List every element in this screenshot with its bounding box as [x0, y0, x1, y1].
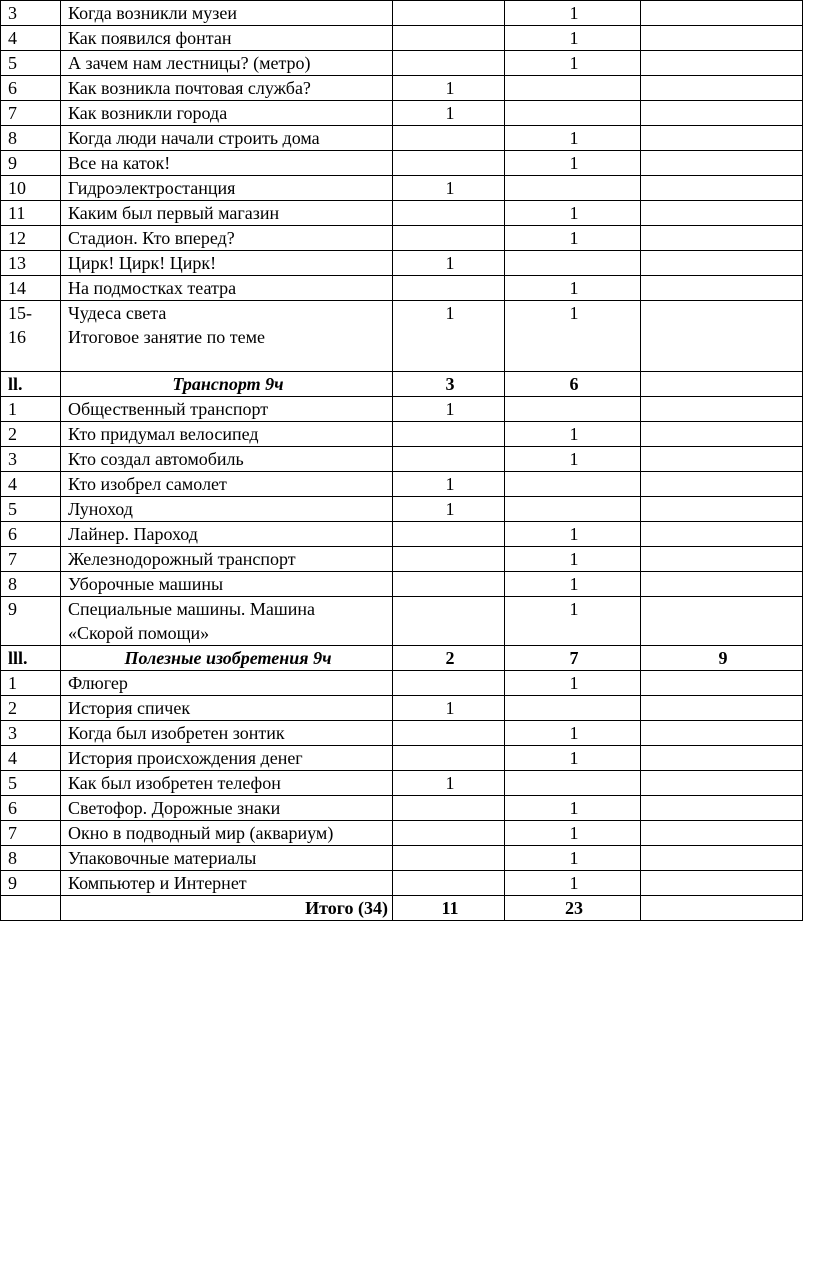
lesson-title: Когда люди начали строить дома: [61, 126, 393, 151]
section-title: Транспорт 9ч: [61, 372, 393, 397]
theory-hours: [393, 846, 505, 871]
lesson-number: 3: [1, 1, 61, 26]
lesson-title: Гидроэлектростанция: [61, 176, 393, 201]
table-row: [1, 547, 803, 572]
lesson-title-line-1: Специальные машины. Машина: [68, 599, 316, 619]
table-row: [1, 721, 803, 746]
lesson-title-line-2: Итоговое занятие по теме: [68, 327, 266, 347]
lesson-title: Кто создал автомобиль: [61, 447, 393, 472]
theory-hours: [393, 201, 505, 226]
lesson-title: Флюгер: [61, 671, 393, 696]
table-row: [1, 472, 803, 497]
total-hours: [641, 422, 803, 447]
practice-hours: 1: [505, 846, 641, 871]
lesson-title: Луноход: [61, 497, 393, 522]
section-header-row: [1, 646, 803, 671]
table-row: [1, 447, 803, 472]
practice-hours: 1: [505, 522, 641, 547]
total-hours: [641, 201, 803, 226]
theory-hours: [393, 422, 505, 447]
lesson-number: 5: [1, 51, 61, 76]
table-row: [1, 871, 803, 896]
table-row: [1, 497, 803, 522]
total-hours: [641, 821, 803, 846]
table-row: [1, 176, 803, 201]
practice-hours: 1: [505, 276, 641, 301]
total-hours: [641, 547, 803, 572]
practice-hours: [505, 76, 641, 101]
total-hours: [641, 26, 803, 51]
practice-hours: 1: [505, 871, 641, 896]
table-row: [1, 821, 803, 846]
lesson-number: 5: [1, 497, 61, 522]
lesson-number: 4: [1, 26, 61, 51]
table-row: [1, 422, 803, 447]
practice-hours: 1: [505, 746, 641, 771]
lesson-title: Как появился фонтан: [61, 26, 393, 51]
lesson-title-line-1: Чудеса света: [68, 303, 167, 323]
theory-hours: [393, 796, 505, 821]
section-header-row: [1, 372, 803, 397]
theory-hours: [393, 821, 505, 846]
lesson-title: Светофор. Дорожные знаки: [61, 796, 393, 821]
theory-hours: [393, 447, 505, 472]
practice-hours: 1: [505, 721, 641, 746]
total-row: [1, 896, 803, 921]
lesson-title: История происхождения денег: [61, 746, 393, 771]
total-hours: [641, 397, 803, 422]
total-hours: [641, 76, 803, 101]
lesson-number: 8: [1, 846, 61, 871]
practice-hours: 1: [505, 547, 641, 572]
total-hours: [641, 497, 803, 522]
total-empty-cell: [1, 896, 61, 921]
section-total-hours: [641, 372, 803, 397]
total-hours: [641, 447, 803, 472]
table-row: [1, 226, 803, 251]
practice-hours: 1: [505, 226, 641, 251]
lesson-number: 9: [1, 151, 61, 176]
section-number: ll.: [1, 372, 61, 397]
theory-hours: [393, 746, 505, 771]
theory-hours: [393, 721, 505, 746]
lesson-number: 9: [1, 597, 61, 646]
lesson-number: 1: [1, 671, 61, 696]
lesson-title: А зачем нам лестницы? (метро): [61, 51, 393, 76]
total-hours: [641, 696, 803, 721]
table-row: [1, 522, 803, 547]
practice-hours: 1: [505, 151, 641, 176]
lesson-title: Когда был изобретен зонтик: [61, 721, 393, 746]
table-row: [1, 126, 803, 151]
table-row: [1, 251, 803, 276]
lesson-number: 14: [1, 276, 61, 301]
practice-hours: 1: [505, 126, 641, 151]
total-hours: [641, 226, 803, 251]
table-row: [1, 76, 803, 101]
section-theory-hours: 2: [393, 646, 505, 671]
theory-hours: [393, 1, 505, 26]
theory-hours: 1: [393, 251, 505, 276]
lesson-title: Как возникли города: [61, 101, 393, 126]
total-hours: [641, 276, 803, 301]
practice-hours: 1: [505, 1, 641, 26]
lesson-plan-body: [1, 1, 803, 921]
table-row: [1, 26, 803, 51]
total-hours: [641, 1, 803, 26]
total-hours: [641, 597, 803, 646]
total-hours: [641, 771, 803, 796]
lesson-number: 8: [1, 572, 61, 597]
lesson-title: Кто придумал велосипед: [61, 422, 393, 447]
total-hours: [641, 251, 803, 276]
lesson-title: Кто изобрел самолет: [61, 472, 393, 497]
lesson-title: Компьютер и Интернет: [61, 871, 393, 896]
lesson-title: Каким был первый магазин: [61, 201, 393, 226]
table-row: [1, 572, 803, 597]
lesson-number: 2: [1, 422, 61, 447]
lesson-title: Общественный транспорт: [61, 397, 393, 422]
practice-hours-line-2: 1: [569, 303, 579, 323]
lesson-title: Уборочные машины: [61, 572, 393, 597]
practice-hours: 1: [505, 447, 641, 472]
lesson-title: [61, 301, 393, 372]
lesson-number: 8: [1, 126, 61, 151]
total-hours: [641, 301, 803, 372]
total-hours: [641, 746, 803, 771]
table-row: [1, 276, 803, 301]
lesson-title: Как возникла почтовая служба?: [61, 76, 393, 101]
theory-hours: [393, 301, 505, 372]
total-hours: [641, 101, 803, 126]
practice-hours: [505, 301, 641, 372]
practice-hours: [505, 397, 641, 422]
practice-hours: 1: [505, 597, 641, 646]
lesson-title: История спичек: [61, 696, 393, 721]
table-row: [1, 746, 803, 771]
lesson-title: На подмостках театра: [61, 276, 393, 301]
lesson-number: 7: [1, 547, 61, 572]
theory-hours: [393, 547, 505, 572]
table-row-merged: [1, 301, 803, 372]
lesson-title: Стадион. Кто вперед?: [61, 226, 393, 251]
theory-hours: [393, 276, 505, 301]
theory-hours: 1: [393, 771, 505, 796]
lesson-number: 1: [1, 397, 61, 422]
practice-hours: 1: [505, 671, 641, 696]
total-all-hours: [641, 896, 803, 921]
section-theory-hours: 3: [393, 372, 505, 397]
total-practice-hours: 23: [505, 896, 641, 921]
lesson-number: 3: [1, 721, 61, 746]
theory-hours: 1: [393, 397, 505, 422]
total-label: Итого (34): [61, 896, 393, 921]
lesson-number: 7: [1, 821, 61, 846]
lesson-number: 4: [1, 746, 61, 771]
table-row: [1, 101, 803, 126]
theory-hours: 1: [393, 176, 505, 201]
practice-hours: 1: [505, 572, 641, 597]
lesson-number: 6: [1, 522, 61, 547]
practice-hours: [505, 176, 641, 201]
total-hours: [641, 522, 803, 547]
lesson-number: 13: [1, 251, 61, 276]
lesson-title: Железнодорожный транспорт: [61, 547, 393, 572]
lesson-number: 7: [1, 101, 61, 126]
practice-hours: 1: [505, 201, 641, 226]
table-row: [1, 1, 803, 26]
theory-hours: [393, 522, 505, 547]
practice-hours: [505, 497, 641, 522]
lesson-title: Окно в подводный мир (аквариум): [61, 821, 393, 846]
total-hours: [641, 871, 803, 896]
lesson-title: [61, 597, 393, 646]
lesson-title: Цирк! Цирк! Цирк!: [61, 251, 393, 276]
lesson-title-line-2: «Скорой помощи»: [68, 623, 210, 643]
practice-hours: [505, 251, 641, 276]
practice-hours: [505, 472, 641, 497]
section-total-hours: 9: [641, 646, 803, 671]
table-row: [1, 696, 803, 721]
total-hours: [641, 846, 803, 871]
total-hours: [641, 572, 803, 597]
table-row: [1, 51, 803, 76]
table-row: [1, 771, 803, 796]
section-practice-hours: 7: [505, 646, 641, 671]
lesson-number: 4: [1, 472, 61, 497]
total-hours: [641, 151, 803, 176]
table-row: [1, 796, 803, 821]
lesson-number: 5: [1, 771, 61, 796]
theory-hours: 1: [393, 101, 505, 126]
lesson-number-line-1: 15-: [8, 303, 32, 323]
lesson-title: Когда возникли музеи: [61, 1, 393, 26]
lesson-number: 3: [1, 447, 61, 472]
lesson-title: Все на каток!: [61, 151, 393, 176]
lesson-title: Лайнер. Пароход: [61, 522, 393, 547]
table-row: [1, 201, 803, 226]
table-row: [1, 397, 803, 422]
practice-hours: [505, 101, 641, 126]
table-row: [1, 151, 803, 176]
total-hours: [641, 176, 803, 201]
theory-hours: 1: [393, 472, 505, 497]
total-hours: [641, 721, 803, 746]
practice-hours: 1: [505, 796, 641, 821]
lesson-number-line-2: 16: [8, 327, 26, 347]
practice-hours: [505, 696, 641, 721]
theory-hours: [393, 226, 505, 251]
practice-hours: 1: [505, 821, 641, 846]
theory-hours: 1: [393, 497, 505, 522]
total-hours: [641, 796, 803, 821]
lesson-number: 9: [1, 871, 61, 896]
total-theory-hours: 11: [393, 896, 505, 921]
practice-hours: [505, 771, 641, 796]
total-hours: [641, 472, 803, 497]
practice-hours: 1: [505, 26, 641, 51]
lesson-title: Упаковочные материалы: [61, 846, 393, 871]
lesson-number: 10: [1, 176, 61, 201]
theory-hours: [393, 26, 505, 51]
total-hours: [641, 126, 803, 151]
theory-hours: [393, 572, 505, 597]
theory-hours: [393, 151, 505, 176]
lesson-number: 11: [1, 201, 61, 226]
theory-hours: [393, 126, 505, 151]
lesson-number: [1, 301, 61, 372]
theory-hours: 1: [393, 76, 505, 101]
section-number: lll.: [1, 646, 61, 671]
lesson-number: 12: [1, 226, 61, 251]
lesson-number: 2: [1, 696, 61, 721]
total-hours: [641, 51, 803, 76]
table-row: [1, 671, 803, 696]
theory-hours: [393, 597, 505, 646]
lesson-title: Как был изобретен телефон: [61, 771, 393, 796]
theory-hours: 1: [393, 696, 505, 721]
section-title: Полезные изобретения 9ч: [61, 646, 393, 671]
total-hours: [641, 671, 803, 696]
theory-hours: [393, 871, 505, 896]
theory-hours: [393, 671, 505, 696]
lesson-number: 6: [1, 76, 61, 101]
table-row: [1, 597, 803, 646]
section-practice-hours: 6: [505, 372, 641, 397]
lesson-number: 6: [1, 796, 61, 821]
practice-hours: 1: [505, 51, 641, 76]
theory-hours: [393, 51, 505, 76]
practice-hours: 1: [505, 422, 641, 447]
table-row: [1, 846, 803, 871]
theory-hours-line-1: 1: [445, 303, 455, 323]
